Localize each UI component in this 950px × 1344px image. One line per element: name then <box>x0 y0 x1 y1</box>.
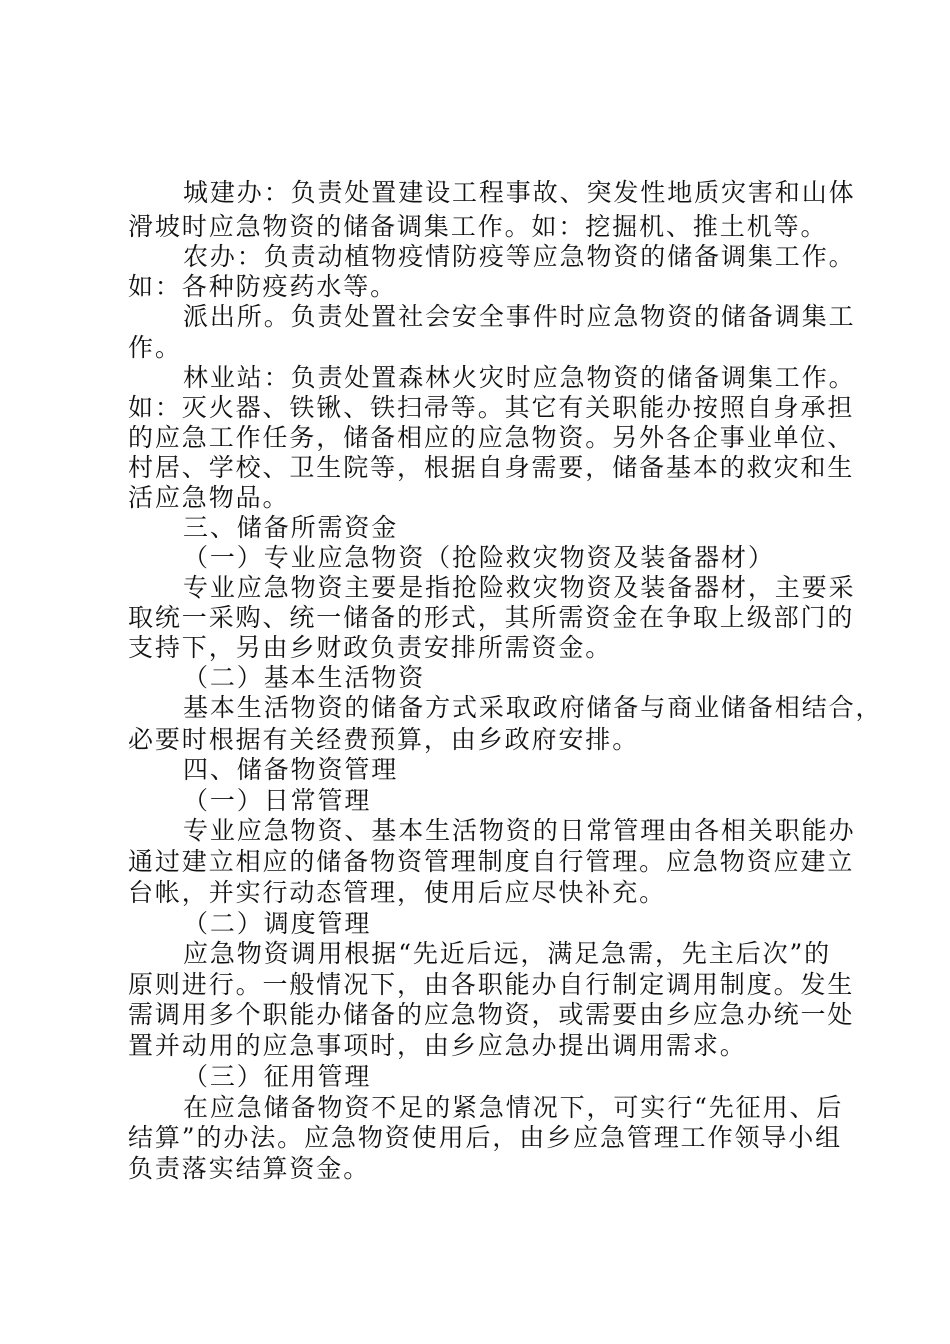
text-line: 专业应急物资主要是指抢险救灾物资及装备器材，主要采 <box>183 573 856 602</box>
text-line: 必要时根据有关经费预算，由乡政府安排。 <box>128 725 640 754</box>
text-line: 台帐，并实行动态管理，使用后应尽快补充。 <box>128 878 667 907</box>
text-line: 如：灭火器、铁锹、铁扫帚等。其它有关职能办按照自身承担 <box>128 393 855 422</box>
text-line: 专业应急物资、基本生活物资的日常管理由各相关职能办 <box>183 816 856 845</box>
text-line: 原则进行。一般情况下，由各职能办自行制定调用制度。发生 <box>128 970 855 999</box>
text-line: 农办：负责动植物疫情防疫等应急物资的储备调集工作。 <box>183 242 856 271</box>
subsection-heading: （一）日常管理 <box>183 786 372 815</box>
section-heading: 四、储备物资管理 <box>183 755 399 784</box>
subsection-heading: （二）基本生活物资 <box>183 663 426 692</box>
text-line: 需调用多个职能办储备的应急物资，或需要由乡应急办统一处 <box>128 1000 855 1029</box>
text-line: 在应急储备物资不足的紧急情况下，可实行“先征用、后 <box>183 1093 844 1122</box>
subsection-heading: （一）专业应急物资（抢险救灾物资及装备器材） <box>183 543 775 572</box>
text-line: 派出所。负责处置社会安全事件时应急物资的储备调集工 <box>183 302 856 331</box>
text-line: 通过建立相应的储备物资管理制度自行管理。应急物资应建立 <box>128 847 855 876</box>
text-line: 取统一采购、统一储备的形式，其所需资金在争取上级部门的 <box>128 603 855 632</box>
text-line: 作。 <box>128 333 182 362</box>
text-line: 林业站：负责处置森林火灾时应急物资的储备调集工作。 <box>183 363 856 392</box>
text-line: 负责落实结算资金。 <box>128 1154 371 1183</box>
text-line: 的应急工作任务，储备相应的应急物资。另外各企事业单位、 <box>128 423 855 452</box>
text-line: 基本生活物资的储备方式采取政府储备与商业储备相结合， <box>183 693 883 722</box>
text-line: 支持下，另由乡财政负责安排所需资金。 <box>128 633 613 662</box>
text-line: 滑坡时应急物资的储备调集工作。如：挖掘机、推土机等。 <box>128 212 828 241</box>
text-line: 活应急物品。 <box>128 483 290 512</box>
text-line: 村居、学校、卫生院等，根据自身需要，储备基本的救灾和生 <box>128 453 855 482</box>
text-line: 应急物资调用根据“先近后远，满足急需，先主后次”的 <box>183 939 832 968</box>
section-heading: 三、储备所需资金 <box>183 513 399 542</box>
subsection-heading: （三）征用管理 <box>183 1062 372 1091</box>
text-line: 如：各种防疫药水等。 <box>128 272 398 301</box>
text-line: 置并动用的应急事项时，由乡应急办提出调用需求。 <box>128 1031 747 1060</box>
text-line: 结算”的办法。应急物资使用后，由乡应急管理工作领导小组 <box>128 1123 843 1152</box>
text-line: 城建办：负责处置建设工程事故、突发性地质灾害和山体 <box>183 178 856 207</box>
subsection-heading: （二）调度管理 <box>183 909 372 938</box>
